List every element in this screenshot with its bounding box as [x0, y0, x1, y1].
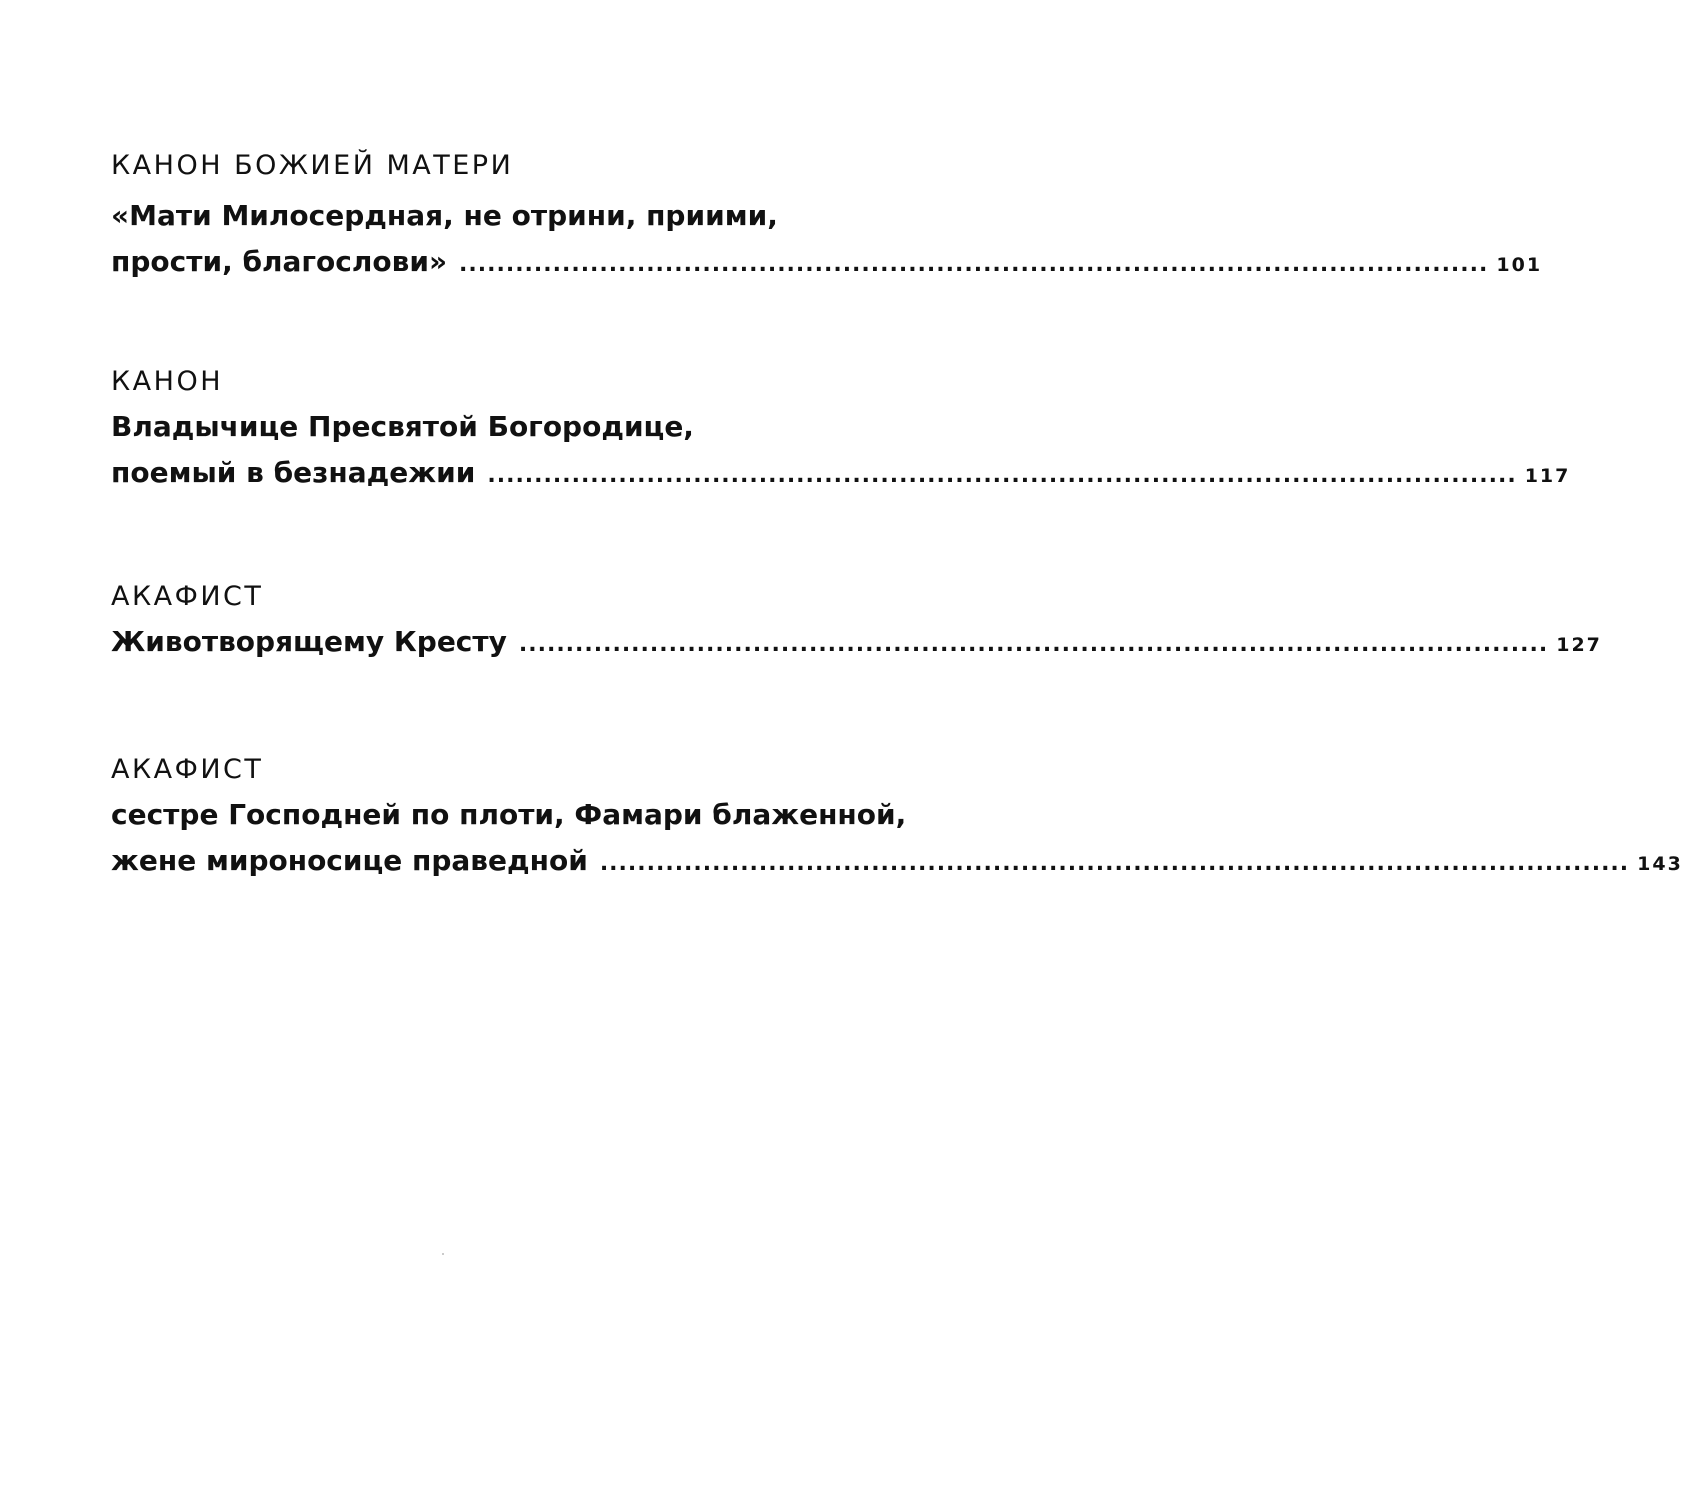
dot-leader: ..............................................................................................................	[459, 252, 1489, 277]
toc-entry	[111, 750, 1683, 884]
dot-leader: ..............................................................................................................	[518, 632, 1549, 657]
toc-page-number: 117	[1524, 465, 1571, 487]
toc-entry-title-text: Животворящему Кресту	[111, 625, 507, 658]
toc-entry-title-text: поемый в безнадежии	[111, 456, 476, 489]
toc-entry	[111, 577, 1602, 665]
toc-entry-title-text: прости, благослови»	[111, 245, 448, 278]
toc-entry	[111, 362, 1571, 496]
toc-entry-title-last-line	[111, 239, 1543, 285]
toc-entry-heading: КАНОН БОЖИЕЙ МАТЕРИ	[111, 150, 514, 181]
toc-entry-title-line: сестре Господней по плоти, Фамари блаженной,	[111, 798, 907, 831]
toc-entry	[111, 146, 1543, 285]
toc-entry-heading: КАНОН	[111, 366, 223, 397]
toc-entry-title-line: «Мати Милосердная, не отрини, приими,	[111, 199, 778, 232]
dot-leader: ..............................................................................................................	[487, 463, 1517, 488]
toc-entry-title-line: Владычице Пресвятой Богородице,	[111, 410, 694, 443]
toc-page-number: 101	[1496, 254, 1543, 276]
toc-entry-title-last-line	[111, 450, 1571, 496]
toc-entry-title-last-line	[111, 619, 1602, 665]
toc-page-number: 127	[1556, 634, 1602, 656]
toc-page-number: 143	[1637, 853, 1683, 875]
scan-speck	[442, 1253, 444, 1255]
toc-entry-heading: АКАФИСТ	[111, 754, 264, 785]
toc-entry-title-text: жене мироносице праведной	[111, 844, 588, 877]
toc-entry-title-last-line	[111, 838, 1683, 884]
toc-entry-heading: АКАФИСТ	[111, 581, 264, 612]
dot-leader: ..............................................................................................................	[599, 851, 1630, 876]
